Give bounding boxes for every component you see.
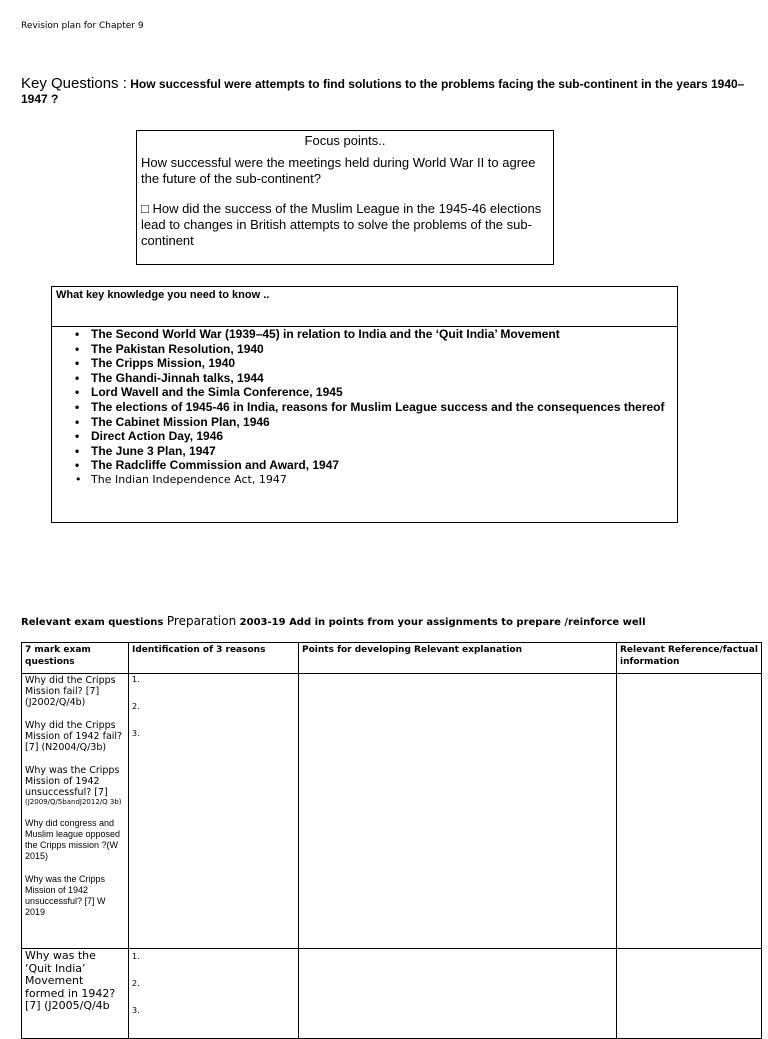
focus-points-box — [136, 130, 554, 265]
exam-question: Why did the Cripps Mission of 1942 fail? [7] (N2004/Q/3b) — [25, 720, 123, 753]
exam-title-part: Preparation — [166, 614, 237, 628]
reason-number: 3. — [132, 729, 140, 738]
exam-title-part: Relevant exam questions — [21, 617, 167, 628]
question-cell — [22, 674, 129, 949]
table-header-row — [22, 643, 762, 674]
table-row — [22, 949, 762, 1039]
exam-title-part: 2003-19 Add in points from your assignments to prepare /reinforce well — [236, 617, 646, 628]
reasons-cell[interactable] — [129, 949, 299, 1039]
reason-number: 2. — [132, 702, 140, 711]
reason-number: 1. — [132, 952, 140, 961]
key-knowledge-box — [51, 286, 678, 523]
key-knowledge-list — [52, 327, 677, 488]
exam-question: Why did congress and Muslim league opposed the Cripps mission ?(W 2015) — [25, 818, 121, 861]
reason-number: 3. — [132, 1006, 140, 1015]
key-knowledge-heading: What key knowledge you need to know .. — [52, 287, 677, 327]
key-questions — [21, 76, 751, 107]
reference-cell[interactable] — [617, 949, 762, 1039]
list-item: • The Indian Independence Act, 1947 — [91, 473, 677, 488]
exam-question-ref: (J2009/Q/5bandJ2012/Q 3b) — [25, 798, 122, 806]
list-item: • The Radcliffe Commission and Award, 1947 — [91, 458, 677, 473]
reasons-cell[interactable] — [129, 674, 299, 949]
list-item: • The elections of 1945-46 in India, reasons for Muslim League success and the consequences thereof — [91, 400, 677, 415]
exam-question: Why did the Cripps Mission fail? [7] (J2002/Q/4b) — [25, 675, 116, 708]
key-questions-label: Key Questions : — [21, 75, 127, 92]
reference-cell[interactable] — [617, 674, 762, 949]
focus-point: □ How did the success of the Muslim League in the 1945-46 elections lead to changes in British attempts to solve the problems of the sub-continent — [141, 201, 542, 248]
explanation-cell[interactable] — [299, 949, 617, 1039]
exam-question: Why was the Cripps Mission of 1942 unsuccessful? [7] W 2019 — [25, 874, 106, 917]
reason-number: 1. — [132, 675, 140, 684]
column-header: Points for developing Relevant explanation — [299, 643, 617, 674]
exam-question-text: Why was the Cripps Mission of 1942 unsuccessful? [7] — [25, 765, 120, 798]
list-item: • The Cripps Mission, 1940 — [91, 356, 677, 371]
list-item: • The Ghandi-Jinnah talks, 1944 — [91, 371, 677, 386]
column-header: Relevant Reference/factual information — [617, 643, 762, 674]
list-item: • The Cabinet Mission Plan, 1946 — [91, 415, 677, 430]
exam-question — [25, 765, 125, 806]
reason-number: 2. — [132, 979, 140, 988]
list-item: • The Second World War (1939–45) in relation to India and the ‘Quit India’ Movement — [91, 327, 677, 342]
list-item: • Direct Action Day, 1946 — [91, 429, 677, 444]
column-header: 7 mark exam questions — [22, 643, 129, 674]
question-cell — [22, 949, 129, 1039]
list-item: • The Pakistan Resolution, 1940 — [91, 342, 677, 357]
focus-heading: Focus points.. — [304, 133, 386, 148]
table-row — [22, 674, 762, 949]
exam-question: Why was the ‘Quit India’ Movement formed in 1942? [7] (J2005/Q/4b — [25, 949, 116, 1012]
column-header: Identification of 3 reasons — [129, 643, 299, 674]
exam-section-title — [21, 614, 646, 628]
list-item: • Lord Wavell and the Simla Conference, 1945 — [91, 385, 677, 400]
list-item: • The June 3 Plan, 1947 — [91, 444, 677, 459]
key-question-text: How successful were attempts to find solutions to the problems facing the sub-continent in the years 1940–1947 ? — [21, 77, 745, 106]
exam-questions-table — [21, 642, 762, 1039]
header-note: Revision plan for Chapter 9 — [21, 21, 144, 31]
explanation-cell[interactable] — [299, 674, 617, 949]
focus-point: How successful were the meetings held during World War II to agree the future of the sub-continent? — [141, 155, 536, 186]
